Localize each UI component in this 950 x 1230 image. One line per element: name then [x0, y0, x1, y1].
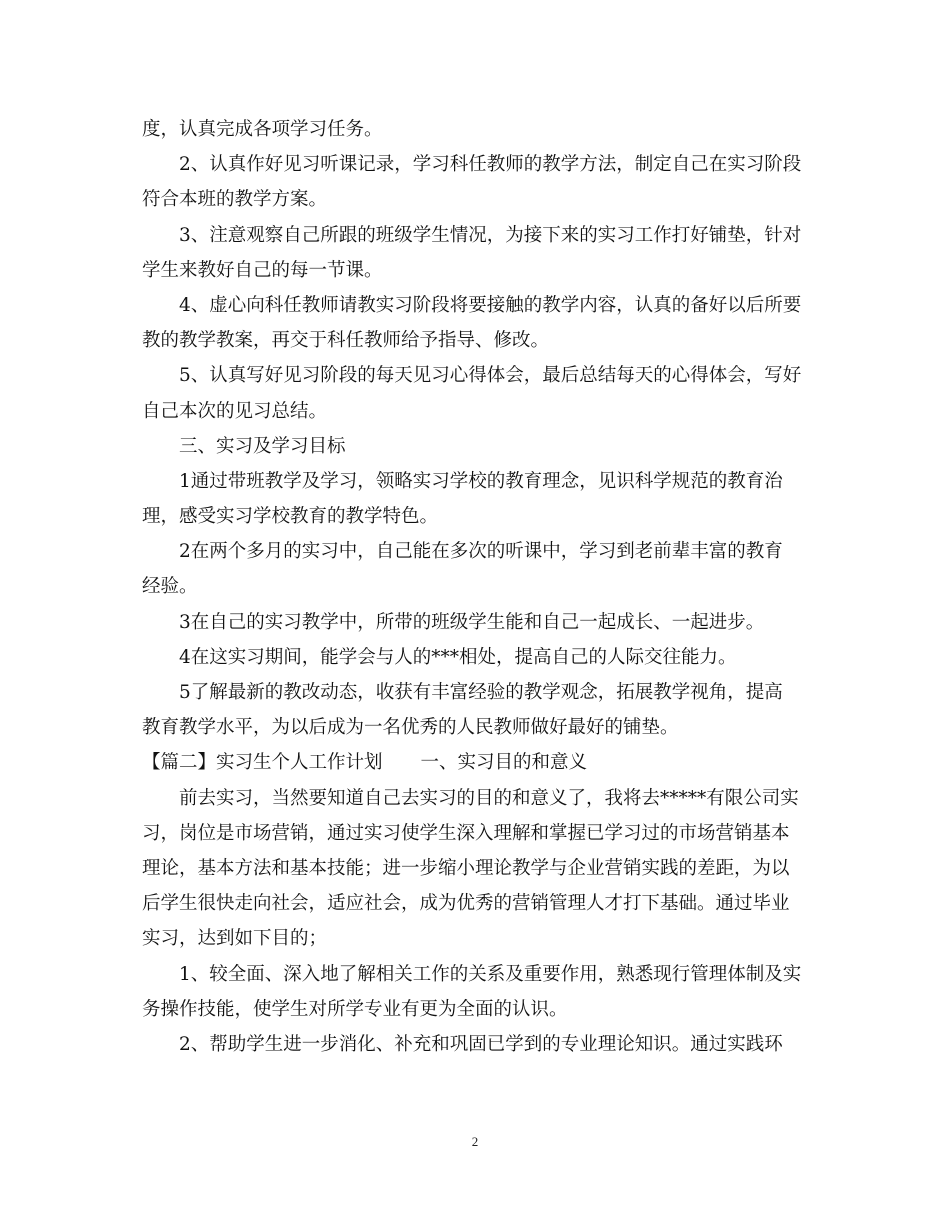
text-line: 2、认真作好见习听课记录，学习科任教师的教学方法，制定自己在实习阶段 — [179, 154, 802, 176]
paragraph — [142, 147, 822, 217]
text-line: 自己本次的见习总结。 — [142, 400, 328, 422]
text-line: 3、注意观察自己所跟的班级学生情况，为接下来的实习工作打好铺垫，针对 — [179, 224, 802, 246]
paragraph — [142, 112, 822, 147]
paragraph — [142, 605, 822, 640]
paragraph — [142, 675, 822, 745]
text-line: 2、帮助学生进一步消化、补充和巩固已学到的专业理论知识。通过实践环 — [179, 1033, 783, 1055]
text-line: 度，认真完成各项学习任务。 — [142, 119, 383, 140]
page-number: 2 — [471, 1134, 479, 1149]
text-line: 三、实习及学习目标 — [179, 435, 346, 457]
paragraph — [142, 358, 822, 428]
text-line: 后学生很快走向社会，适应社会，成为优秀的营销管理人才打下基础。通过毕业 — [142, 893, 790, 915]
text-line: 1、较全面、深入地了解相关工作的关系及重要作用，熟悉现行管理体制及实 — [179, 963, 802, 985]
document-body — [142, 112, 822, 1062]
paragraph — [142, 534, 822, 604]
paragraph — [142, 957, 822, 1027]
paragraph — [142, 640, 822, 675]
text-line: 教的教学教案，再交于科任教师给予指导、修改。 — [142, 330, 550, 352]
text-line: 3在自己的实习教学中，所带的班级学生能和自己一起成长、一起进步。 — [179, 611, 765, 633]
text-line: 1通过带班教学及学习，领略实习学校的教育理念，见识科学规范的教育治 — [179, 470, 783, 492]
text-line: 5了解最新的教改动态，收获有丰富经验的教学观念，拓展教学视角，提高 — [179, 682, 783, 703]
section-heading — [142, 745, 822, 780]
text-line: 理论，基本方法和基本技能；进一步缩小理论教学与企业营销实践的差距，为以 — [142, 857, 790, 879]
text-line: 经验。 — [142, 576, 198, 598]
text-line: 务操作技能，使学生对所学专业有更为全面的认识。 — [142, 998, 568, 1020]
text-line: 前去实习，当然要知道自己去实习的目的和意义了，我将去*****有限公司实 — [179, 787, 799, 809]
subheading — [142, 429, 822, 464]
paragraph — [142, 288, 822, 358]
text-line: 符合本班的教学方案。 — [142, 189, 328, 211]
text-line: 理，感受实习学校教育的教学特色。 — [142, 506, 439, 528]
paragraph — [142, 1027, 822, 1062]
paragraph — [142, 218, 822, 288]
text-line: 习，岗位是市场营销，通过实习使学生深入理解和掌握已学习过的市场营销基本 — [142, 822, 790, 844]
text-line: 学生来教好自己的每一节课。 — [142, 259, 383, 281]
paragraph — [142, 781, 822, 957]
section-subtitle: 一、实习目的和意义 — [420, 752, 588, 774]
text-line: 4、虚心向科任教师请教实习阶段将要接触的教学内容，认真的备好以后所要 — [179, 294, 802, 316]
text-line: 4在这实习期间，能学会与人的***相处，提高自己的人际交往能力。 — [179, 646, 737, 668]
text-line: 5、认真写好见习阶段的每天见习心得体会，最后总结每天的心得体会，写好 — [179, 365, 802, 387]
section-title: 【篇二】实习生个人工作计划 — [142, 752, 383, 774]
text-line: 教育教学水平，为以后成为一名优秀的人民教师做好最好的铺垫。 — [142, 717, 679, 739]
text-line: 实习，达到如下目的； — [142, 928, 328, 950]
paragraph — [142, 464, 822, 534]
text-line: 2在两个多月的实习中，自己能在多次的听课中，学习到老前辈丰富的教育 — [179, 541, 783, 563]
